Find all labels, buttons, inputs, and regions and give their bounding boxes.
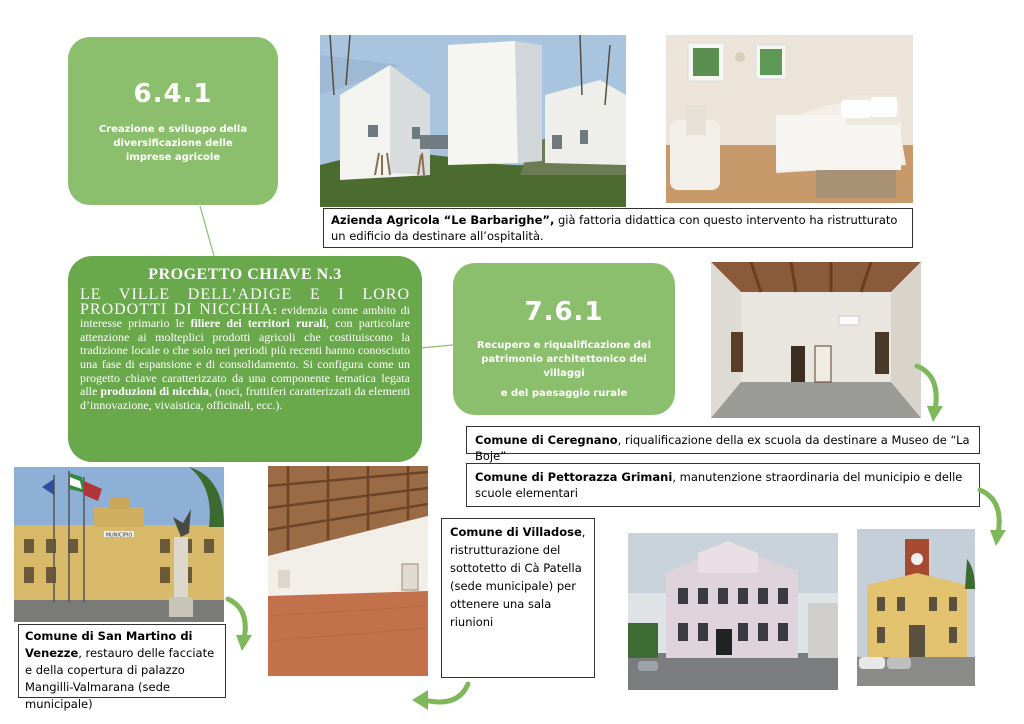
caption-barbarighe <box>323 208 913 248</box>
curved-arrow-icon <box>972 486 1012 548</box>
progetto-chiave-box <box>68 256 422 462</box>
measure-box-761 <box>453 263 675 415</box>
photo-barbarighe-bedroom <box>666 35 913 203</box>
progetto-bold: filiere dei territori rurali <box>190 316 327 331</box>
progetto-title: PROGETTO CHIAVE N.3 <box>148 266 342 283</box>
caption-text: , manutenzione straordinaria del municipio e delle scuole elementari <box>475 470 963 500</box>
caption-bold: Comune di Pettorazza Grimani <box>475 470 673 484</box>
caption-text: , ristrutturazione del sottotetto di Cà Patella (sede municipale) per ottenere una sala riunioni <box>450 525 586 629</box>
photo-villadose-attic <box>268 466 428 676</box>
photo-san-martino-municipio <box>14 467 224 622</box>
progetto-bold: produzioni di nicchia <box>100 384 209 399</box>
photo-barbarighe-exterior <box>320 35 626 207</box>
progetto-text: , con particolare attenzione ai molteplici prodotti agricoli che costituiscono la tradizione locale o che solo nei periodi più recenti hanno conosciuto una fase di espansione e di consolidamento. Si configura come un progetto chiave caratterizzato da una componente tematica legata alle <box>80 316 410 399</box>
caption-bold: Comune di Villadose <box>450 525 582 539</box>
caption-villadose <box>441 518 595 678</box>
measure-box-641 <box>68 37 278 205</box>
measure-subtitle: Recupero e riqualificazione del patrimonio architettonico dei villaggi <box>476 340 652 379</box>
progetto-text: , (noci, fruttiferi caratterizzati da elementi d’innovazione, vivaistica, officinali, ecc.). <box>80 384 410 412</box>
caption-ceregnano <box>466 426 980 463</box>
measure-code: 6.4.1 <box>133 79 213 109</box>
curved-arrow-icon <box>220 595 256 655</box>
curved-arrow-icon <box>905 362 945 424</box>
caption-bold: Azienda Agricola “Le Barbarighe”, <box>331 213 555 227</box>
measure-subtitle-line2: e del paesaggio rurale <box>500 388 628 399</box>
caption-bold: Comune di San Martino di Venezze <box>25 629 193 660</box>
caption-bold: Comune di Ceregnano <box>475 433 618 447</box>
progetto-colon: : <box>272 302 277 317</box>
caption-text: già fattoria didattica con questo intervento ha ristrutturato un edificio da destinare all’ospitalità. <box>331 213 898 243</box>
photo-sign-municipio: MUNICIPIO <box>105 532 133 539</box>
progetto-text: evidenzia come ambito di interesse primario le <box>80 302 411 331</box>
photo-pettorazza-municipio <box>628 533 838 690</box>
caption-pettorazza <box>466 463 980 507</box>
caption-text: , restauro delle facciate e della copertura di palazzo Mangilli-Valmarana (sede municipale) <box>25 646 215 711</box>
curved-arrow-icon <box>410 680 474 712</box>
measure-code: 7.6.1 <box>524 297 604 327</box>
measure-subtitle: Creazione e sviluppo della diversificazione delle imprese agricole <box>98 124 248 163</box>
progetto-heading: LE VILLE DELL’ADIGE E I LORO PRODOTTI DI NICCHIA <box>80 286 410 318</box>
photo-ceregnano-interior <box>711 262 921 418</box>
progetto-description <box>80 288 410 412</box>
caption-text: , riqualificazione della ex scuola da destinare a Museo de “La Boje” <box>475 433 970 463</box>
photo-pettorazza-scuole <box>857 529 975 686</box>
caption-san-martino <box>18 624 226 711</box>
